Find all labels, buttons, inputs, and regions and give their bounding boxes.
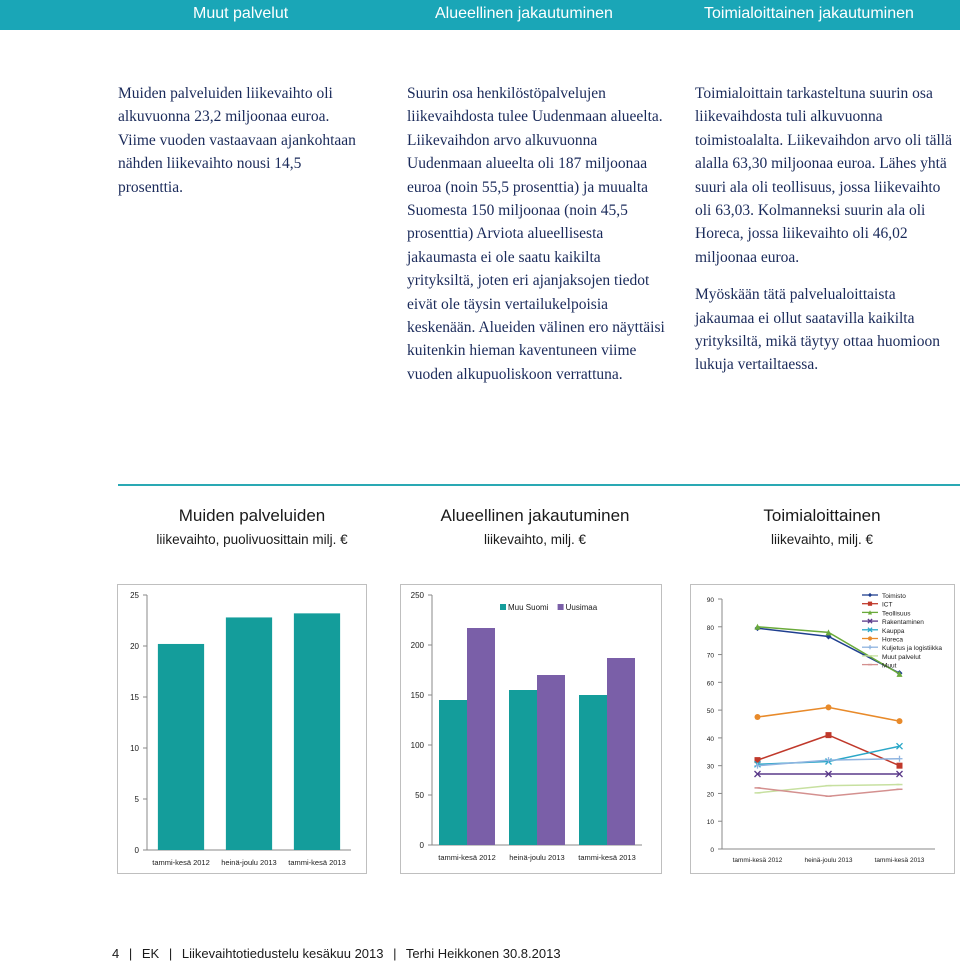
- paragraph: Toimialoittain tarkasteltuna suurin osa liikevaihdosta tuli alkuvuonna toimistoalalta. Liikevaihdon arvo oli tällä alalla 63,30 miljoonaa euroa. Lähes yhtä suuri ala oli teollisuus, jossa liikevaihto oli 63,03. Kolmanneksi suurin ala oli Horeca, jossa liikevaihto oli 46,02 miljoonaa euroa.: [695, 85, 952, 266]
- x-tick-label: tammi-kesä 2012: [438, 853, 496, 862]
- y-tick-label: 50: [415, 791, 424, 800]
- chart-subtitle: liikevaihto, milj. €: [483, 532, 587, 547]
- bar: [294, 613, 340, 850]
- y-tick-label: 5: [134, 795, 139, 804]
- footer-org: EK: [141, 946, 160, 961]
- y-tick-label: 40: [706, 735, 714, 743]
- x-tick-label: tammi-kesä 2013: [578, 853, 636, 862]
- marker-circle: [755, 714, 761, 720]
- chart-title-3: [690, 506, 954, 547]
- y-tick-label: 10: [130, 744, 139, 753]
- legend-label: Muut palvelut: [882, 653, 921, 661]
- chart-title: Toimialoittainen: [763, 506, 881, 525]
- page-number: 4: [112, 946, 120, 961]
- y-tick-label: 0: [710, 847, 714, 854]
- marker-square: [897, 763, 903, 769]
- footer: [112, 946, 567, 961]
- text-column-middle: [407, 82, 670, 400]
- tab-alueellinen-jakautuminen: Alueellinen jakautuminen: [435, 5, 613, 22]
- y-tick-label: 250: [410, 591, 424, 600]
- paragraph: Suurin osa henkilöstöpalvelujen liikevaihdosta tulee Uudenmaan alueelta. Liikevaihdon arvo alkuvuonna Uudenmaan alueelta oli 187 miljoonaa euroa (noin 55,5 prosenttia) ja muualta Suomesta 150 miljoonaa (noin 45,5 prosenttia) Arviota alueellisesta jakaumasta ei ole saatu kaikilta yrityksiltä, joten eri ajanjaksojen tiedot eivät ole täysin vertailukelpoisia keskenään. Alueiden välinen ero näyttäisi kuitenkin hieman kaventuneen viime vuoden alkupuoliskoon verrattuna.: [407, 85, 665, 383]
- marker-circle: [897, 718, 903, 724]
- legend-label: Muu Suomi: [508, 603, 549, 612]
- legend-label: Toimisto: [882, 593, 906, 600]
- legend-swatch: [558, 604, 564, 610]
- legend-label: ICT: [882, 601, 893, 609]
- legend-label: Muut: [882, 662, 897, 670]
- footer-author: Terhi Heikkonen 30.8.2013: [405, 946, 561, 961]
- chart-toimialoittainen: [690, 584, 955, 874]
- chart-subtitle: liikevaihto, milj. €: [770, 532, 874, 547]
- chart-title-2: [403, 506, 667, 547]
- legend-label: Kauppa: [882, 627, 905, 635]
- header-bar: [0, 0, 960, 30]
- chart-alueellinen: [400, 584, 662, 874]
- chart-subtitle: liikevaihto, puolivuosittain milj. €: [156, 532, 348, 547]
- y-tick-label: 100: [410, 741, 424, 750]
- x-tick-label: tammi-kesä 2013: [288, 858, 346, 867]
- legend-label: Rakentaminen: [882, 619, 924, 627]
- footer-separator: |: [168, 946, 173, 961]
- y-tick-label: 0: [419, 841, 424, 850]
- y-tick-label: 30: [706, 763, 714, 771]
- bar: [158, 644, 204, 850]
- bar: [439, 700, 467, 845]
- chart-title: Muiden palveluiden: [178, 506, 326, 525]
- y-tick-label: 20: [130, 642, 139, 651]
- chart-muut-palvelut: [117, 584, 367, 874]
- bar: [226, 617, 272, 850]
- y-tick-label: 150: [410, 691, 424, 700]
- marker-circle: [826, 704, 832, 710]
- footer-separator: |: [393, 946, 397, 961]
- y-tick-label: 0: [134, 846, 139, 855]
- y-tick-label: 10: [706, 819, 714, 827]
- y-tick-label: 80: [706, 624, 714, 632]
- tab-muut-palvelut: Muut palvelut: [193, 5, 289, 22]
- legend-label: Horeca: [882, 636, 903, 644]
- paragraph: Myöskään tätä palvelualoittaista jakaumaa ei ollut saatavilla kaikilta yrityksiltä, mikä täytyy ottaa huomioon lukuja vertailtaessa.: [695, 286, 940, 374]
- marker-square: [868, 602, 872, 606]
- legend-label: Teollisuus: [882, 610, 911, 618]
- legend-label: Uusimaa: [565, 603, 598, 612]
- bar: [537, 675, 565, 845]
- marker-square: [826, 732, 832, 738]
- text-column-left: [118, 82, 362, 213]
- x-tick-label: tammi-kesä 2012: [732, 857, 783, 864]
- marker-circle: [868, 636, 872, 640]
- y-tick-label: 50: [706, 708, 714, 716]
- y-tick-label: 90: [706, 597, 714, 604]
- chart-title-1: [120, 506, 384, 547]
- x-tick-label: heinä-joulu 2013: [804, 857, 853, 864]
- y-tick-label: 60: [706, 680, 714, 688]
- y-tick-label: 15: [130, 693, 139, 702]
- chart-title: Alueellinen jakautuminen: [440, 506, 630, 525]
- y-tick-label: 200: [410, 641, 424, 650]
- paragraph: Muiden palveluiden liikevaihto oli alkuvuonna 23,2 miljoonaa euroa. Viime vuoden vastaavaan ajankohtaan nähden liikevaihto nousi 14,5 prosenttia.: [118, 85, 356, 196]
- legend-label: Kuljetus ja logistiikka: [882, 645, 942, 653]
- chart-frame: [691, 585, 955, 874]
- x-tick-label: heinä-joulu 2013: [221, 858, 277, 867]
- bar: [579, 695, 607, 845]
- section-divider: [118, 484, 960, 486]
- bar: [467, 628, 495, 845]
- footer-report: Liikevaihtotiedustelu kesäkuu 2013: [181, 946, 384, 961]
- x-tick-label: tammi-kesä 2012: [152, 858, 210, 867]
- x-tick-label: tammi-kesä 2013: [874, 857, 925, 864]
- bar: [509, 690, 537, 845]
- tab-toimialoittainen-jakautuminen: Toimialoittainen jakautuminen: [704, 5, 914, 22]
- legend-swatch: [500, 604, 506, 610]
- y-tick-label: 20: [706, 791, 714, 799]
- footer-separator: |: [128, 946, 133, 961]
- x-tick-label: heinä-joulu 2013: [509, 853, 565, 862]
- text-column-right: [695, 82, 957, 391]
- y-tick-label: 25: [130, 591, 139, 600]
- y-tick-label: 70: [706, 652, 714, 660]
- bar: [607, 658, 635, 845]
